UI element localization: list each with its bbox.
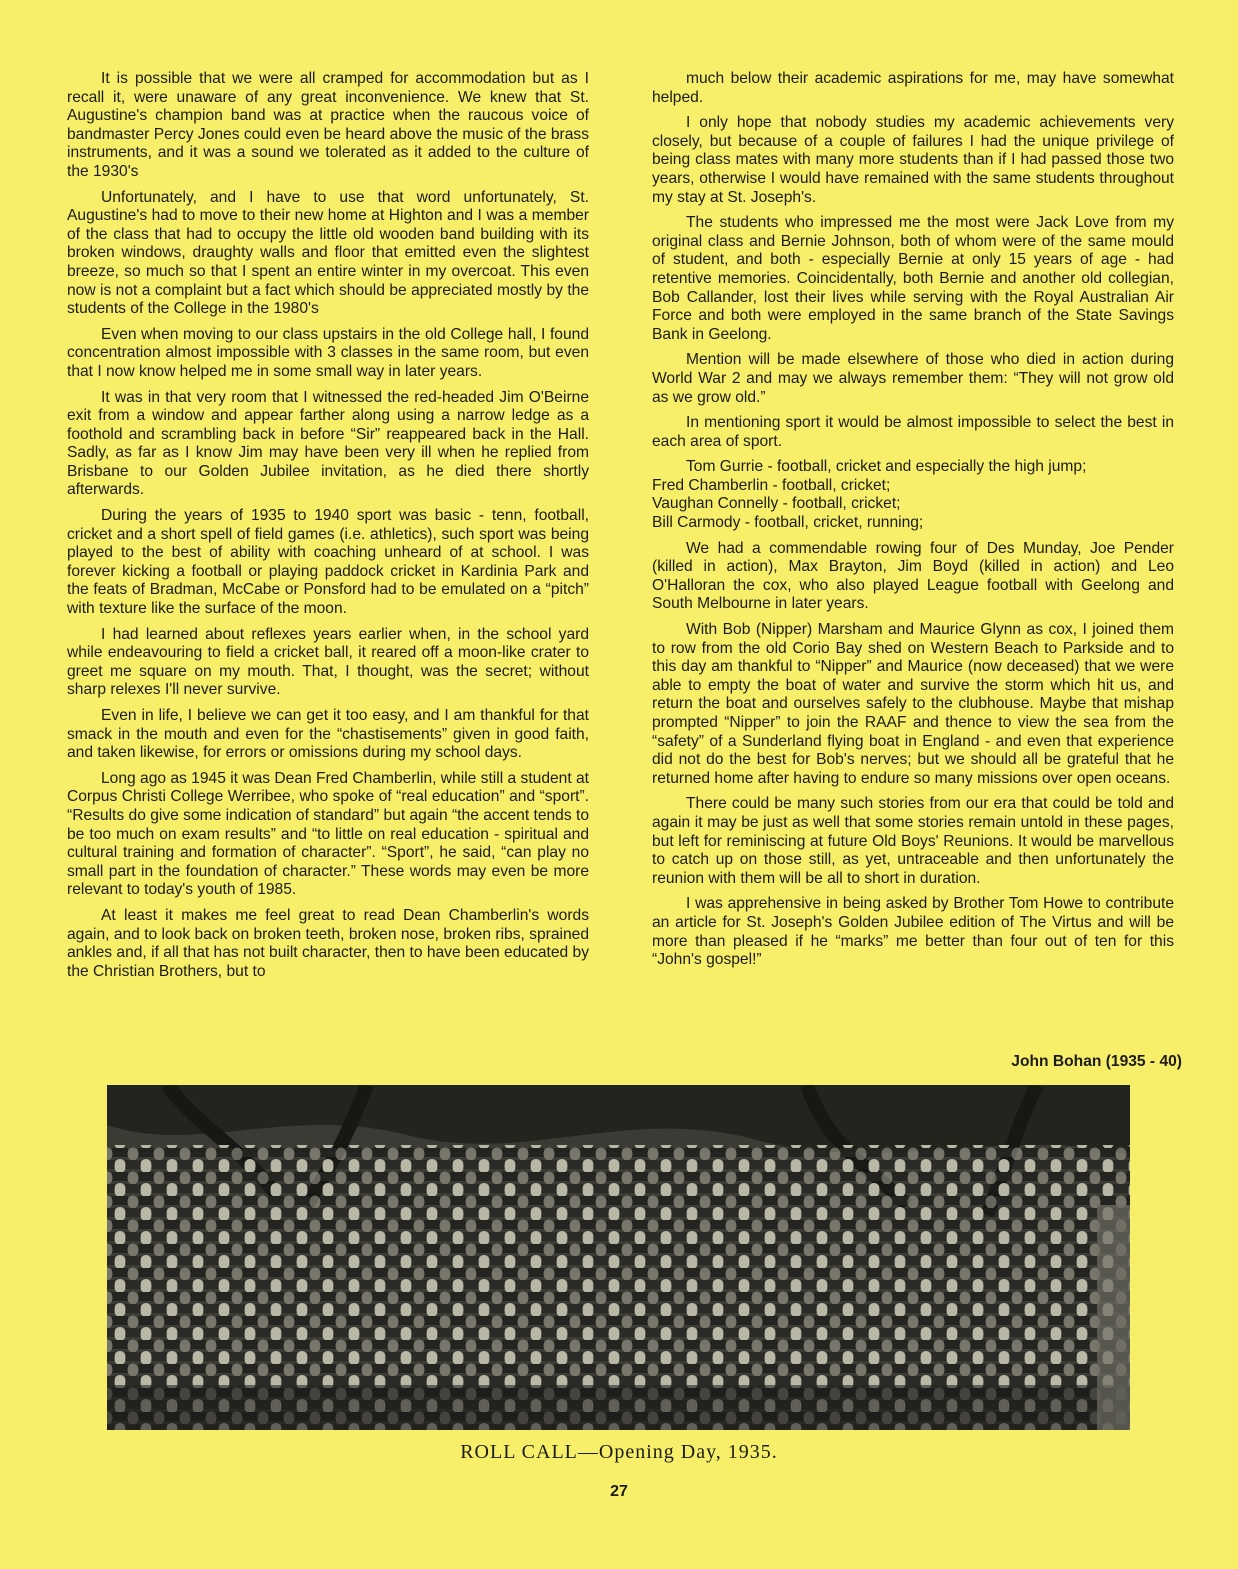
paragraph: We had a commendable rowing four of Des Munday, Joe Pender (killed in action), Max Brayton, Jim Boyd (killed in action) and Leo O'Halloran the cox, who also played League football with Geelong and South Melbourne in later years. (652, 539, 1174, 613)
paragraph: Unfortunately, and I have to use that word unfortunately, St. Augustine's had to move to their new home at Highton and I was a member of the class that had to occupy the little old wooden band building with its broken windows, draughty walls and floor that emitted even the slightest breeze, so much so that I spent an entire winter in my overcoat. This even now is not a complaint but a fact which should be appreciated mostly by the students of the College in the 1980's (67, 188, 589, 318)
paragraph: much below their academic aspirations for me, may have somewhat helped. (652, 70, 1174, 106)
paragraph: The students who impressed me the most were Jack Love from my original class and Bernie Johnson, both of whom were of the same mould of student, and both - especially Bernie at only 15 years of age - had retentive memories. Coincidentally, both Bernie and another old collegian, Bob Callander, lost their lives while serving with the Royal Australian Air Force and both were employed in the same branch of the State Savings Bank in Geelong. (652, 214, 1174, 343)
right-column (652, 70, 1174, 977)
page-number: 27 (610, 1483, 628, 1500)
paragraph: I was apprehensive in being asked by Brother Tom Howe to contribute an article for St. Joseph's Golden Jubilee edition of The Virtus and will be more than pleased if he “marks” me better than four out of ten for this “John's gospel!” (652, 895, 1174, 969)
paragraph: Long ago as 1945 it was Dean Fred Chamberlin, while still a student at Corpus Christi College Werribee, who spoke of “real education” and “sport”. “Results do give some indication of standard” but again “the accent tends to be too much on exam results” and “to little on real education - spiritual and cultural training and formation of character”. “Sport”, he said, “can play no small part in the foundation of character.” These words may even be more relevant to today's youth of 1985. (67, 769, 590, 899)
paragraph: It is possible that we were all cramped for accommodation but as I recall it, were unaware of any great inconvenience. We knew that St. Augustine's champion band was at practice when the raucous voice of bandmaster Percy Jones could even be heard above the music of the brass instruments, and it was a sound we tolerated as it added to the culture of the 1930's (67, 70, 589, 180)
paragraph: Mention will be made elsewhere of those who died in action during World War 2 and may we always remember them: “They will not grow old as we grow old.” (652, 351, 1174, 406)
paragraph: In mentioning sport it would be almost impossible to select the best in each area of sport. (652, 414, 1174, 450)
school-group-photo (107, 1085, 1130, 1430)
paragraph: With Bob (Nipper) Marsham and Maurice Glynn as cox, I joined them to row from the old Corio Bay shed on Western Beach to Parkside and to this day am thankful to “Nipper” and Maurice (now deceased) that we were able to empty the boat of water and survive the storm which hit us, and return the boat and ourselves safely to the clubhouse. Maybe that mishap prompted “Nipper” to join the RAAF and thence to view the sea from the “safety” of a Sunderland flying boat in England - and even that experience did not do the best for Bob's nerves; but we should all be grateful that he returned home after having to endure so many missions over open oceans. (652, 621, 1174, 787)
paragraph: At least it makes me feel great to read Dean Chamberlin's words again, and to look back on broken teeth, broken nose, broken ribs, sprained ankles and, if all that has not built character, then to have been educated by the Christian Brothers, but to (67, 906, 589, 980)
paragraph: Even in life, I believe we can get it too easy, and I am thankful for that smack in the mouth and even for the “chastisements” given in good faith, and taken likewise, for errors or omissions during my school days. (67, 707, 589, 762)
author-signature: John Bohan (1935 - 40) (1011, 1053, 1182, 1070)
photo-caption: ROLL CALL—Opening Day, 1935. (460, 1441, 778, 1463)
sport-list-item: Fred Chamberlin - football, cricket; (652, 476, 891, 494)
sport-list-item: Tom Gurrie - football, cricket and especially the high jump; (686, 458, 1087, 476)
left-column (67, 70, 589, 988)
sport-list (652, 458, 1174, 532)
sport-list-item: Bill Carmody - football, cricket, running; (652, 514, 924, 532)
paragraph: I had learned about reflexes years earlier when, in the school yard while endeavouring to field a cricket ball, it reared off a moon-like crater to greet me square on my mouth. That, I thought, was the secret; without sharp relexes I'll never survive. (67, 625, 589, 699)
group-photo-image (107, 1085, 1130, 1430)
sport-list-item: Vaughan Connelly - football, cricket; (652, 495, 901, 513)
paragraph: There could be many such stories from our era that could be told and again it may be just as well that some stories remain untold in these pages, but left for reminiscing at future Old Boys' Reunions. It would be marvellous to catch up on those still, as yet, untraceable and then unfortunately the reunion with them will be all to short in duration. (652, 795, 1174, 887)
paragraph: I only hope that nobody studies my academic achievements very closely, but because of a couple of failures I had the unique privilege of being class mates with many more students than if I had passed those two years, otherwise I would have remained with the same students throughout my stay at St. Joseph's. (652, 114, 1174, 206)
paragraph: Even when moving to our class upstairs in the old College hall, I found concentration almost impossible with 3 classes in the same room, but even that I now know helped me in some small way in later years. (67, 325, 589, 380)
paragraph: It was in that very room that I witnessed the red-headed Jim O'Beirne exit from a window and appear farther along using a narrow ledge as a foothold and scrambling back in before “Sir” reappeared back in the Hall. Sadly, as far as I know Jim may have been very ill when he replied from Brisbane to our Golden Jubilee invitation, as he died there shortly afterwards. (67, 388, 589, 499)
paragraph: During the years of 1935 to 1940 sport was basic - tenn, football, cricket and a short spell of field games (i.e. athletics), such sport was being played to the best of ability with coaching unheard of at school. I was forever kicking a football or playing paddock cricket in Kardinia Park and the feats of Bradman, McCabe or Ponsford had to be emulated on a “pitch” with texture like the surface of the moon. (67, 507, 589, 618)
